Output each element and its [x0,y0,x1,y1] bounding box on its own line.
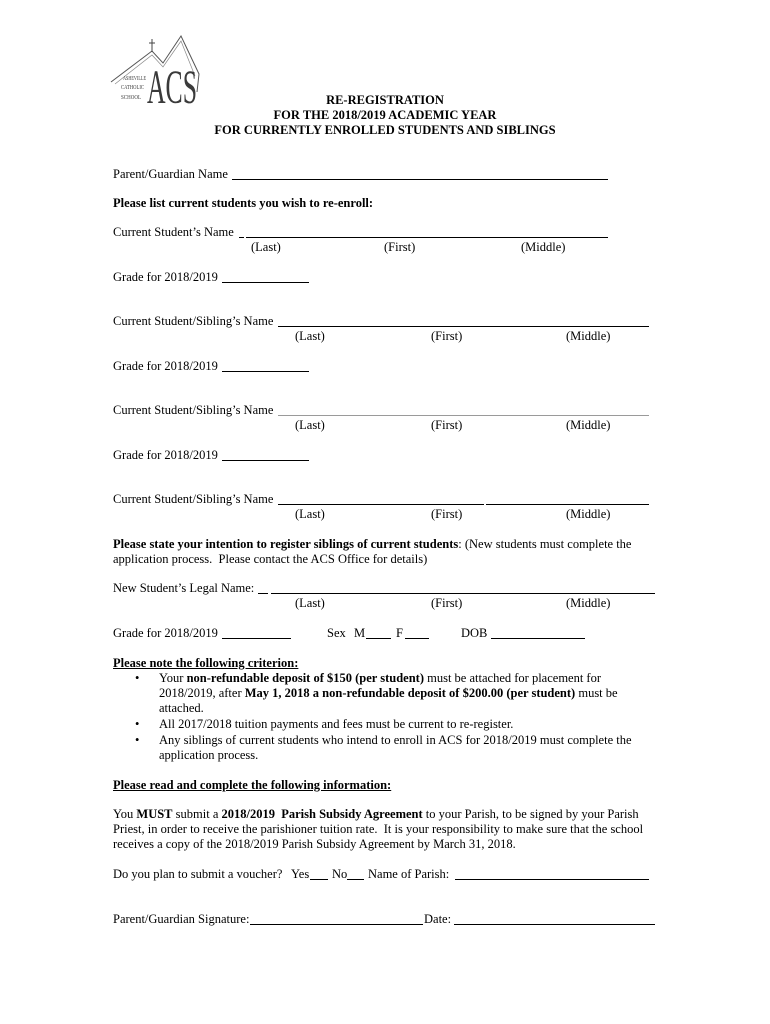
voucher-row [0,867,770,882]
date-field[interactable] [454,912,655,925]
student-2-name-field[interactable] [278,314,649,327]
name-part-first: (First) [431,507,463,521]
name-part-first: (First) [431,418,463,432]
criteria-deposit-line-2 [159,686,618,701]
student-2-name-parts [0,329,770,344]
current-students-heading: Please list current students you wish to re-enroll: [113,196,374,210]
student-2-grade-row [0,359,770,374]
paragraph-text: You [113,807,134,821]
parish-paragraph-line-3: receives a copy of the 2018/2019 Parish Subsidy Agreement by March 31, 2018. [113,837,516,851]
name-part-last: (Last) [251,240,281,254]
name-part-last: (Last) [295,418,325,432]
name-part-first: (First) [384,240,416,254]
student-3-name-row [0,403,770,418]
sex-male-field[interactable] [366,626,391,639]
sex-female-label: F [396,626,403,640]
student-2-name-label: Current Student/Sibling’s Name [113,314,274,328]
title-line-1: RE-REGISTRATION [326,93,444,107]
name-part-last: (Last) [295,507,325,521]
name-part-first: (First) [431,596,463,610]
student-4-name-row [0,492,770,507]
signature-row [0,912,770,927]
new-students-intent-note: : (New students must complete the [458,537,632,551]
sex-male-label: M [354,626,366,640]
voucher-yes-field[interactable] [310,867,328,880]
new-students-intent-heading: Please state your intention to register siblings of current students [113,537,459,551]
deposit-text: must be attached for placement for [427,671,602,685]
sex-female-field[interactable] [405,626,429,639]
student-1-name-label: Current Student’s Name [113,225,234,239]
student-3-grade-row [0,448,770,463]
student-1-grade-label: Grade for 2018/2019 [113,270,218,284]
student-2-name-row [0,314,770,329]
parish-name-label: Name of Parish: [368,867,450,881]
signature-label: Parent/Guardian Signature: [113,912,250,926]
paragraph-text: submit a [175,807,219,821]
parent-guardian-name-field[interactable] [232,167,608,180]
student-1-name-parts [0,240,770,255]
student-2-grade-label: Grade for 2018/2019 [113,359,218,373]
new-students-intent-note-cont: application process. Please contact the ACS Office for details) [113,552,428,566]
bullet-icon: • [135,671,140,685]
must-emphasis: MUST [136,807,173,821]
voucher-question: Do you plan to submit a voucher? [113,867,283,881]
parish-name-field[interactable] [455,867,649,880]
cross-icon [149,39,155,52]
dob-label: DOB [461,626,488,640]
name-part-last: (Last) [295,329,325,343]
name-part-middle: (Middle) [521,240,566,254]
new-student-name-field-prefix[interactable] [258,581,268,594]
parish-subsidy-agreement-text: 2018/2019 Parish Subsidy Agreement [221,807,423,821]
student-1-name-field-prefix[interactable] [239,225,244,238]
deposit-text: must be [578,686,618,700]
name-part-middle: (Middle) [566,329,611,343]
student-3-name-field[interactable] [278,403,649,416]
name-part-middle: (Middle) [566,507,611,521]
student-1-name-row [0,225,770,240]
new-students-intent-line-2 [113,552,427,567]
voucher-yes-label: Yes [291,867,310,881]
signature-field[interactable] [250,912,423,925]
name-part-middle: (Middle) [566,596,611,610]
dob-field[interactable] [491,626,585,639]
information-heading: Please read and complete the following information: [113,778,392,792]
title-line-2: FOR THE 2018/2019 ACADEMIC YEAR [273,108,497,122]
name-part-first: (First) [431,329,463,343]
bullet-icon: • [135,733,140,747]
logo-text-school: SCHOOL [121,94,142,101]
voucher-no-label: No [332,867,348,881]
new-student-name-row [0,581,770,596]
new-student-details-row [0,626,770,641]
new-student-name-label: New Student’s Legal Name: [113,581,255,595]
student-4-name-label: Current Student/Sibling’s Name [113,492,274,506]
criteria-deposit-line-3: attached. [159,701,204,715]
bullet-icon: • [135,717,140,731]
criteria-siblings-line-2: application process. [159,748,259,762]
parish-paragraph-line-1 [113,807,639,822]
parent-guardian-name-row [0,167,770,182]
student-4-name-field-last-first[interactable] [278,492,484,505]
student-4-name-field-middle[interactable] [486,492,649,505]
deposit-late-amount-text: May 1, 2018 a non-refundable deposit of $200.00 (per student) [244,686,576,700]
new-student-name-field[interactable] [271,581,655,594]
parent-guardian-name-label: Parent/Guardian Name [113,167,228,181]
criteria-siblings-line-1: Any siblings of current students who intend to enroll in ACS for 2018/2019 must complete the [159,733,632,747]
student-4-name-parts [0,507,770,522]
voucher-no-field[interactable] [347,867,364,880]
new-student-name-parts [0,596,770,611]
criteria-deposit-line-1 [159,671,601,686]
student-3-grade-field[interactable] [222,448,309,461]
student-3-grade-label: Grade for 2018/2019 [113,448,218,462]
student-2-grade-field[interactable] [222,359,309,372]
new-student-grade-field[interactable] [222,626,291,639]
deposit-amount-text: non-refundable deposit of $150 (per student) [186,671,424,685]
student-1-grade-field[interactable] [222,270,309,283]
criteria-heading: Please note the following criterion: [113,656,299,670]
name-part-middle: (Middle) [566,418,611,432]
parish-paragraph-line-2 [113,822,643,837]
student-1-name-field[interactable] [246,225,608,238]
name-part-last: (Last) [295,596,325,610]
sex-label: Sex [327,626,346,640]
deposit-text: 2018/2019, after [159,686,242,700]
deposit-text: Your [159,671,184,685]
paragraph-text: Priest, in order to receive the parishioner tuition rate. It is your responsibility to make sure that the school [113,822,644,836]
criteria-tuition: All 2017/2018 tuition payments and fees must be current to re-register. [159,717,514,731]
new-students-intent-line-1 [113,537,631,552]
logo-monogram: ACS [147,61,197,110]
student-1-grade-row [0,270,770,285]
student-3-name-label: Current Student/Sibling’s Name [113,403,274,417]
date-label: Date: [424,912,452,926]
title-line-3: FOR CURRENTLY ENROLLED STUDENTS AND SIBLINGS [214,123,556,137]
logo-text-catholic: CATHOLIC [121,84,144,91]
logo-text-asheville: ASHEVILLE [123,75,147,82]
student-3-name-parts [0,418,770,433]
new-student-grade-label: Grade for 2018/2019 [113,626,218,640]
paragraph-text: to your Parish, to be signed by your Parish [425,807,639,821]
